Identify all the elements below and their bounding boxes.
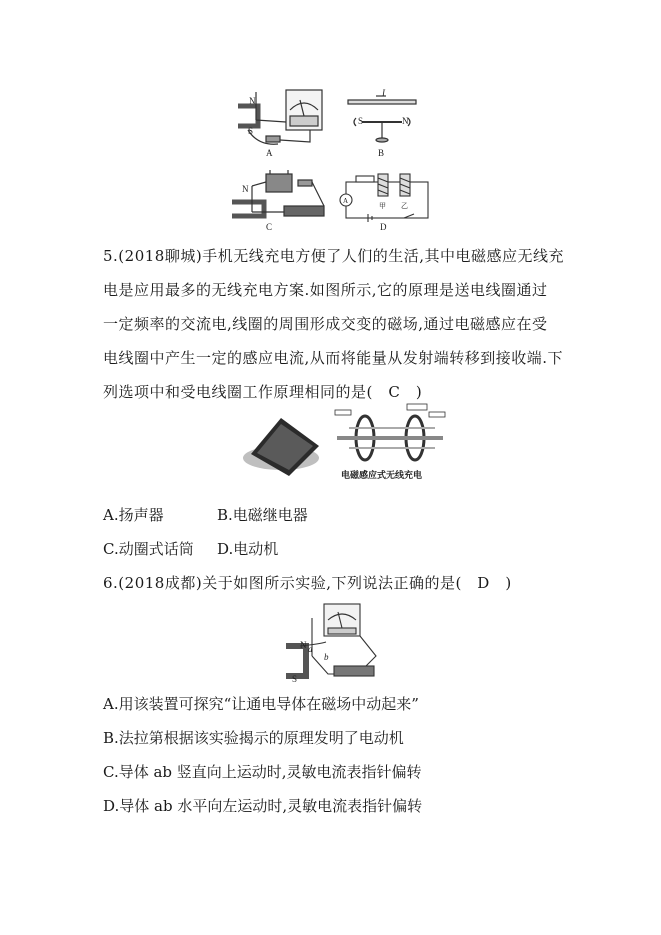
compass-s-label: S: [358, 116, 364, 126]
q6-magnet-n-label: N: [300, 640, 307, 650]
q6-option-d[interactable]: D.导体 ab 水平向左运动时,灵敏电流表指针偏转: [103, 797, 423, 815]
coil-jia-label: 甲: [379, 202, 386, 210]
q5-line-3: 一定频率的交流电,线圈的周围形成交变的磁场,通过电磁感应在受: [103, 315, 548, 333]
figure-label-b: B: [378, 148, 385, 158]
figure-wireless-charging: [237, 398, 449, 482]
phone-on-charger-image: [243, 418, 319, 476]
figure-label-d: D: [380, 222, 387, 232]
q6-option-b[interactable]: B.法拉第根据该实验揭示的原理发明了电动机: [103, 729, 404, 747]
q5-line-2: 电是应用最多的无线充电方案.如图所示,它的原理是送电线圈通过: [103, 281, 548, 299]
figure-induction-experiment: [280, 602, 384, 684]
q5-line-5: 列选项中和受电线圈工作原理相同的是( C ): [103, 383, 423, 401]
coil-diagram: [335, 404, 445, 460]
q6-option-a[interactable]: A.用该装置可探究“让通电导体在磁场中动起来”: [103, 695, 419, 713]
coil-yi-label: 乙: [401, 202, 408, 210]
compass-n-label: N: [402, 116, 409, 126]
conductor-label: a: [308, 644, 313, 654]
figure-label-c: C: [266, 222, 273, 232]
conductor-label-b: b: [324, 652, 329, 662]
q5-line-4: 电线圈中产生一定的感应电流,从而将能量从发射端转移到接收端.下: [103, 349, 564, 367]
wire-current-label: I: [382, 88, 385, 98]
q5-option-c[interactable]: C.动圈式话筒: [103, 540, 194, 558]
ammeter-label: A: [343, 197, 349, 205]
q6-option-c[interactable]: C.导体 ab 竖直向上运动时,灵敏电流表指针偏转: [103, 763, 422, 781]
figure-d: [340, 174, 428, 222]
q5-option-a[interactable]: A.扬声器: [103, 506, 164, 524]
wireless-figure-caption: 电磁感应式无线充电: [341, 471, 423, 481]
q6-magnet-s-label: S: [292, 674, 298, 684]
q5-option-d[interactable]: D.电动机: [217, 540, 279, 558]
magnet-s-label: S: [248, 126, 254, 136]
figure-abcd: [228, 86, 438, 234]
q6-stem: 6.(2018成都)关于如图所示实验,下列说法正确的是( D ): [103, 574, 512, 592]
c-magnet-n-label: N: [242, 184, 249, 194]
magnet-n-label: N: [249, 96, 256, 106]
figure-label-a: A: [266, 148, 273, 158]
q5-line-1: 5.(2018聊城)手机无线充电方便了人们的生活,其中电磁感应无线充: [103, 247, 564, 265]
q5-option-b[interactable]: B.电磁继电器: [217, 506, 308, 524]
